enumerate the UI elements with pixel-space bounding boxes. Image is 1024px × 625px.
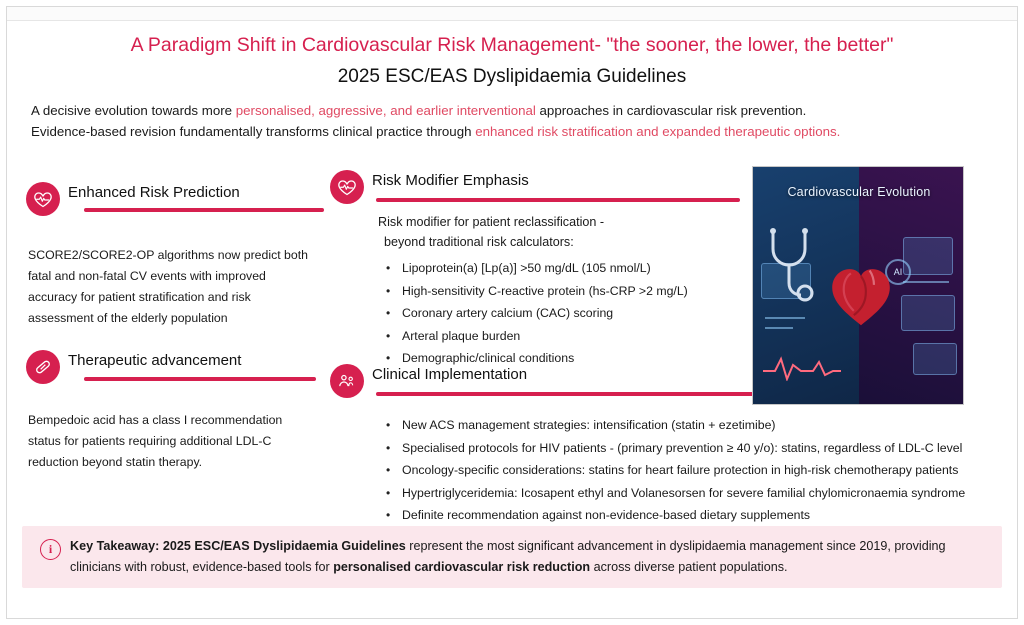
page-subtitle: 2025 ESC/EAS Dyslipidaemia Guidelines (337, 66, 687, 87)
cardiovascular-evolution-image (752, 166, 964, 405)
key-takeaway-emphasis: personalised cardiovascular risk reduction (333, 560, 591, 574)
intro-line-2 (31, 121, 991, 142)
list-item: • High-sensitivity C-reactive protein (hs-CRP >2 mg/L) (402, 281, 752, 302)
intro-line-2-highlight: enhanced risk stratification and expanded therapeutic options. (475, 124, 841, 139)
list-item: • Oncology-specific considerations: statins for heart failure protection in high-risk chemotherapy patients (402, 460, 1024, 481)
list-item: • Hypertriglyceridemia: Icosapent ethyl and Volanesorsen for severe familial chylomicronaemia syndrome (402, 483, 1024, 504)
section-underline-bar (84, 377, 316, 381)
list-item: • New ACS management strategies: intensification (statin + ezetimibe) (402, 415, 1024, 436)
ecg-waveform-icon (763, 353, 841, 381)
section-underline-bar (376, 198, 740, 202)
ui-line-decor (765, 317, 805, 319)
list-item: • Arteral plaque burden (402, 326, 752, 347)
intro-paragraph (31, 100, 991, 142)
section-title-risk-modifier-emphasis: Risk Modifier Emphasis (372, 172, 529, 189)
intro-line-1 (31, 100, 991, 121)
pill-capsule-icon (26, 350, 60, 384)
people-care-icon (330, 364, 364, 398)
heart-pulse-icon (330, 170, 364, 204)
section-underline-bar (376, 392, 760, 396)
list-item: • Coronary artery calcium (CAC) scoring (402, 303, 752, 324)
anatomical-heart-illustration (825, 259, 897, 331)
ui-line-decor (765, 327, 793, 329)
ui-line-decor (903, 281, 949, 283)
stethoscope-icon (763, 225, 823, 305)
list-item: • Definite recommendation against non-evidence-based dietary supplements (402, 505, 1024, 526)
info-icon: i (40, 539, 61, 560)
slide-topbar (7, 7, 1017, 21)
section-title-enhanced-risk-prediction: Enhanced Risk Prediction (68, 184, 240, 201)
intro-line-1-b: approaches in cardiovascular risk prevention. (535, 103, 807, 118)
risk-modifier-lead-line1: Risk modifier for patient reclassification - (378, 215, 605, 229)
section-clinical-implementation (330, 364, 750, 404)
enhanced-risk-prediction-body: SCORE2/SCORE2-OP algorithms now predict both fatal and non-fatal CV events with improved accuracy for patient stratification and risk assessment of the elderly population (28, 248, 308, 325)
section-title-therapeutic-advancement: Therapeutic advancement (68, 352, 242, 369)
page-title: A Paradigm Shift in Cardiovascular Risk Management- "the sooner, the lower, the better" (130, 34, 894, 56)
risk-modifier-lead (378, 212, 728, 252)
key-takeaway-body-a: represent the most significant advancement in dyslipidaemia management since 2019, providing clinicians with robust, evidence-based tools for (70, 539, 946, 574)
intro-line-1-highlight: personalised, aggressive, and earlier interventional (235, 103, 536, 118)
key-takeaway-banner (22, 526, 1002, 588)
heart-pulse-icon (26, 182, 60, 216)
intro-line-1-a: A decisive evolution towards more (31, 103, 236, 118)
section-risk-modifier-emphasis (330, 170, 750, 210)
ai-badge-label: AI (893, 267, 903, 277)
section-enhanced-risk-prediction (26, 182, 326, 222)
list-item: • Lipoprotein(a) [Lp(a)] >50 mg/dL (105 nmol/L) (402, 258, 752, 279)
key-takeaway-label: Key Takeaway: (70, 539, 160, 553)
list-item: • Specialised protocols for HIV patients - (primary prevention ≥ 40 y/o): statins, regardless of LDL-C level (402, 438, 1024, 459)
image-caption: Cardiovascular Evolution (787, 185, 931, 199)
list-item: • Demographic/clinical conditions (402, 348, 752, 369)
ui-panel-decor (901, 295, 955, 331)
section-underline-bar (84, 208, 324, 212)
clinical-implementation-bullet-list (384, 415, 1024, 528)
risk-modifier-lead-line2: beyond traditional risk calculators: (384, 235, 574, 249)
intro-line-2-a: Evidence-based revision fundamentally transforms clinical practice through (31, 124, 476, 139)
key-takeaway-body-b: across diverse patient populations. (590, 560, 788, 574)
ui-panel-decor (913, 343, 957, 375)
section-therapeutic-advancement (26, 350, 326, 390)
section-title-clinical-implementation: Clinical Implementation (372, 366, 528, 383)
risk-modifier-bullet-list (384, 258, 752, 371)
key-takeaway-text (70, 536, 988, 578)
key-takeaway-guidelines: 2025 ESC/EAS Dyslipidaemia Guidelines (159, 539, 406, 553)
therapeutic-advancement-body: Bempedoic acid has a class I recommendation status for patients requiring additional LDL-C reduction beyond statin therapy. (28, 413, 283, 469)
